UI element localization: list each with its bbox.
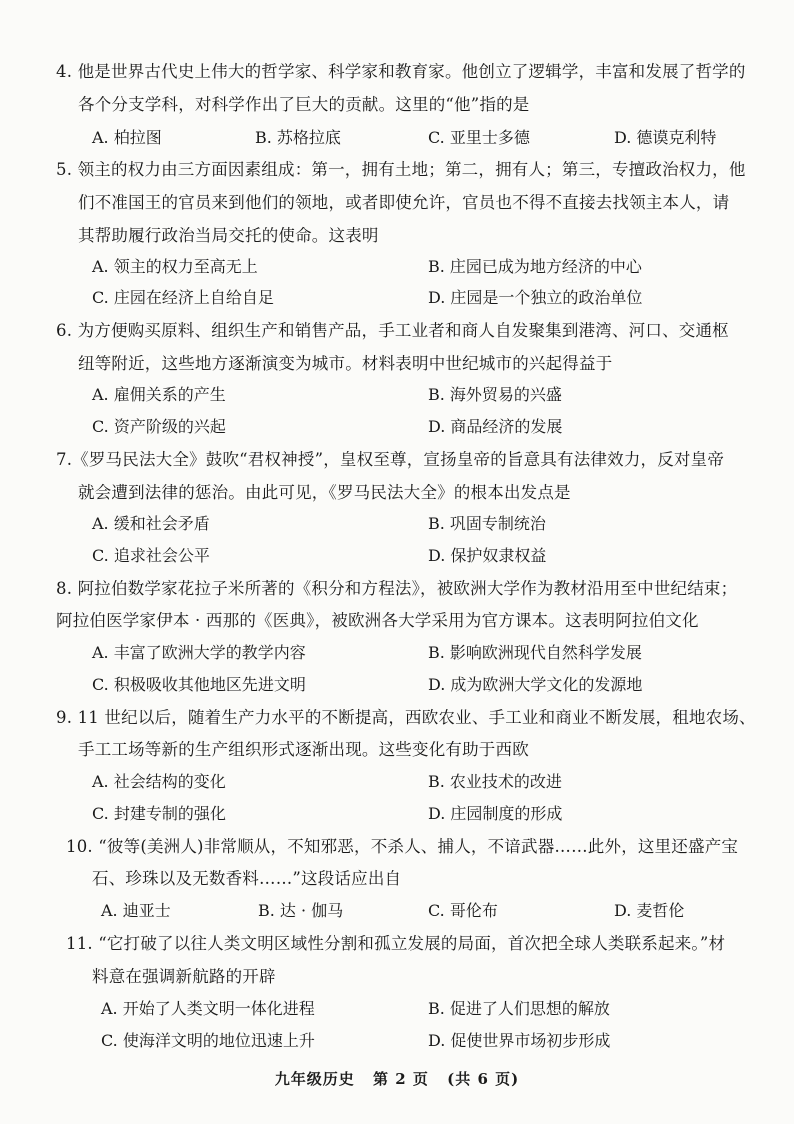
option-b: B. 海外贸易的兴盛 — [428, 385, 562, 404]
question-stem-line: 们不准国王的官员来到他们的领地，或者即使允许，官员也不得不直接去找领主本人，请 — [78, 193, 730, 212]
option-a: A. 迪亚士 — [101, 901, 171, 920]
question-stem-line: 5. 领主的权力由三方面因素组成：第一，拥有土地；第二，拥有人；第三，专擅政治权力，他 — [56, 160, 746, 179]
option-a: A. 开始了人类文明一体化进程 — [101, 999, 315, 1018]
option-c: C. 使海洋文明的地位迅速上升 — [101, 1031, 315, 1050]
footer-subject: 九年级历史 — [274, 1070, 355, 1088]
question-stem-line: 各个分支学科，对科学作出了巨大的贡献。这里的“他”指的是 — [78, 95, 530, 114]
option-c: C. 庄园在经济上自给自足 — [92, 288, 274, 307]
option-a: A. 缓和社会矛盾 — [92, 514, 210, 533]
question-stem-line: 阿拉伯医学家伊本 · 西那的《医典》，被欧洲各大学采用为官方课本。这表明阿拉伯文化 — [56, 611, 699, 630]
question-stem-line: 其帮助履行政治当局交托的使命。这表明 — [78, 226, 379, 245]
option-c: C. 亚里士多德 — [428, 128, 530, 147]
option-c: C. 资产阶级的兴起 — [92, 417, 226, 436]
option-b: B. 庄园已成为地方经济的中心 — [428, 257, 642, 276]
option-c: C. 哥伦布 — [428, 901, 498, 920]
question-stem-line: 10. “彼等(美洲人)非常顺从，不知邪恶，不杀人、捕人，不谙武器……此外，这里还盛产宝 — [66, 837, 739, 856]
question-stem-line: 7.《罗马民法大全》鼓吹“君权神授”，皇权至尊，宣扬皇帝的旨意具有法律效力，反对皇帝 — [56, 450, 725, 469]
option-d: D. 成为欧洲大学文化的发源地 — [428, 675, 643, 694]
option-a: A. 领主的权力至高无上 — [92, 257, 258, 276]
option-d: D. 保护奴隶权益 — [428, 546, 547, 565]
page-footer — [0, 1068, 794, 1089]
option-c: C. 追求社会公平 — [92, 546, 210, 565]
option-b: B. 苏格拉底 — [255, 128, 341, 147]
option-d: D. 庄园是一个独立的政治单位 — [428, 288, 643, 307]
option-a: A. 社会结构的变化 — [92, 772, 226, 791]
option-c: C. 封建专制的强化 — [92, 804, 226, 823]
question-stem-line: 4. 他是世界古代史上伟大的哲学家、科学家和教育家。他创立了逻辑学，丰富和发展了哲学的 — [56, 62, 746, 81]
option-b: B. 影响欧洲现代自然科学发展 — [428, 643, 642, 662]
question-stem-line: 石、珍珠以及无数香料……”这段话应出自 — [92, 869, 402, 888]
option-d: D. 庄园制度的形成 — [428, 804, 563, 823]
footer-page-number: 第 2 页 — [373, 1070, 429, 1088]
option-b: B. 达 · 伽马 — [258, 901, 344, 920]
footer-total-pages: (共 6 页) — [447, 1070, 520, 1088]
option-c: C. 积极吸收其他地区先进文明 — [92, 675, 306, 694]
option-d: D. 德谟克利特 — [614, 128, 717, 147]
option-d: D. 促使世界市场初步形成 — [428, 1031, 611, 1050]
option-b: B. 促进了人们思想的解放 — [428, 999, 610, 1018]
option-a: A. 柏拉图 — [92, 128, 162, 147]
question-stem-line: 6. 为方便购买原料、组织生产和销售产品，手工业者和商人自发聚集到港湾、河口、交通枢 — [56, 321, 729, 340]
question-stem-line: 就会遭到法律的惩治。由此可见，《罗马民法大全》的根本出发点是 — [78, 483, 571, 502]
question-stem-line: 9. 11 世纪以后，随着生产力水平的不断提高，西欧农业、手工业和商业不断发展，租地农场、 — [56, 708, 756, 727]
question-stem-line: 手工工场等新的生产组织形式逐渐出现。这些变化有助于西欧 — [78, 740, 529, 759]
question-stem-line: 纽等附近，这些地方逐渐演变为城市。材料表明中世纪城市的兴起得益于 — [78, 354, 613, 373]
option-a: A. 丰富了欧洲大学的教学内容 — [92, 643, 306, 662]
option-d: D. 麦哲伦 — [614, 901, 685, 920]
option-a: A. 雇佣关系的产生 — [92, 385, 226, 404]
option-b: B. 巩固专制统治 — [428, 514, 546, 533]
question-stem-line: 8. 阿拉伯数学家花拉子米所著的《积分和方程法》，被欧洲大学作为教材沿用至中世纪结束； — [56, 579, 738, 598]
option-b: B. 农业技术的改进 — [428, 772, 562, 791]
option-d: D. 商品经济的发展 — [428, 417, 563, 436]
question-stem-line: 11. “它打破了以往人类文明区域性分割和孤立发展的局面，首次把全球人类联系起来。”材 — [66, 934, 726, 953]
question-stem-line: 料意在强调新航路的开辟 — [92, 967, 276, 986]
